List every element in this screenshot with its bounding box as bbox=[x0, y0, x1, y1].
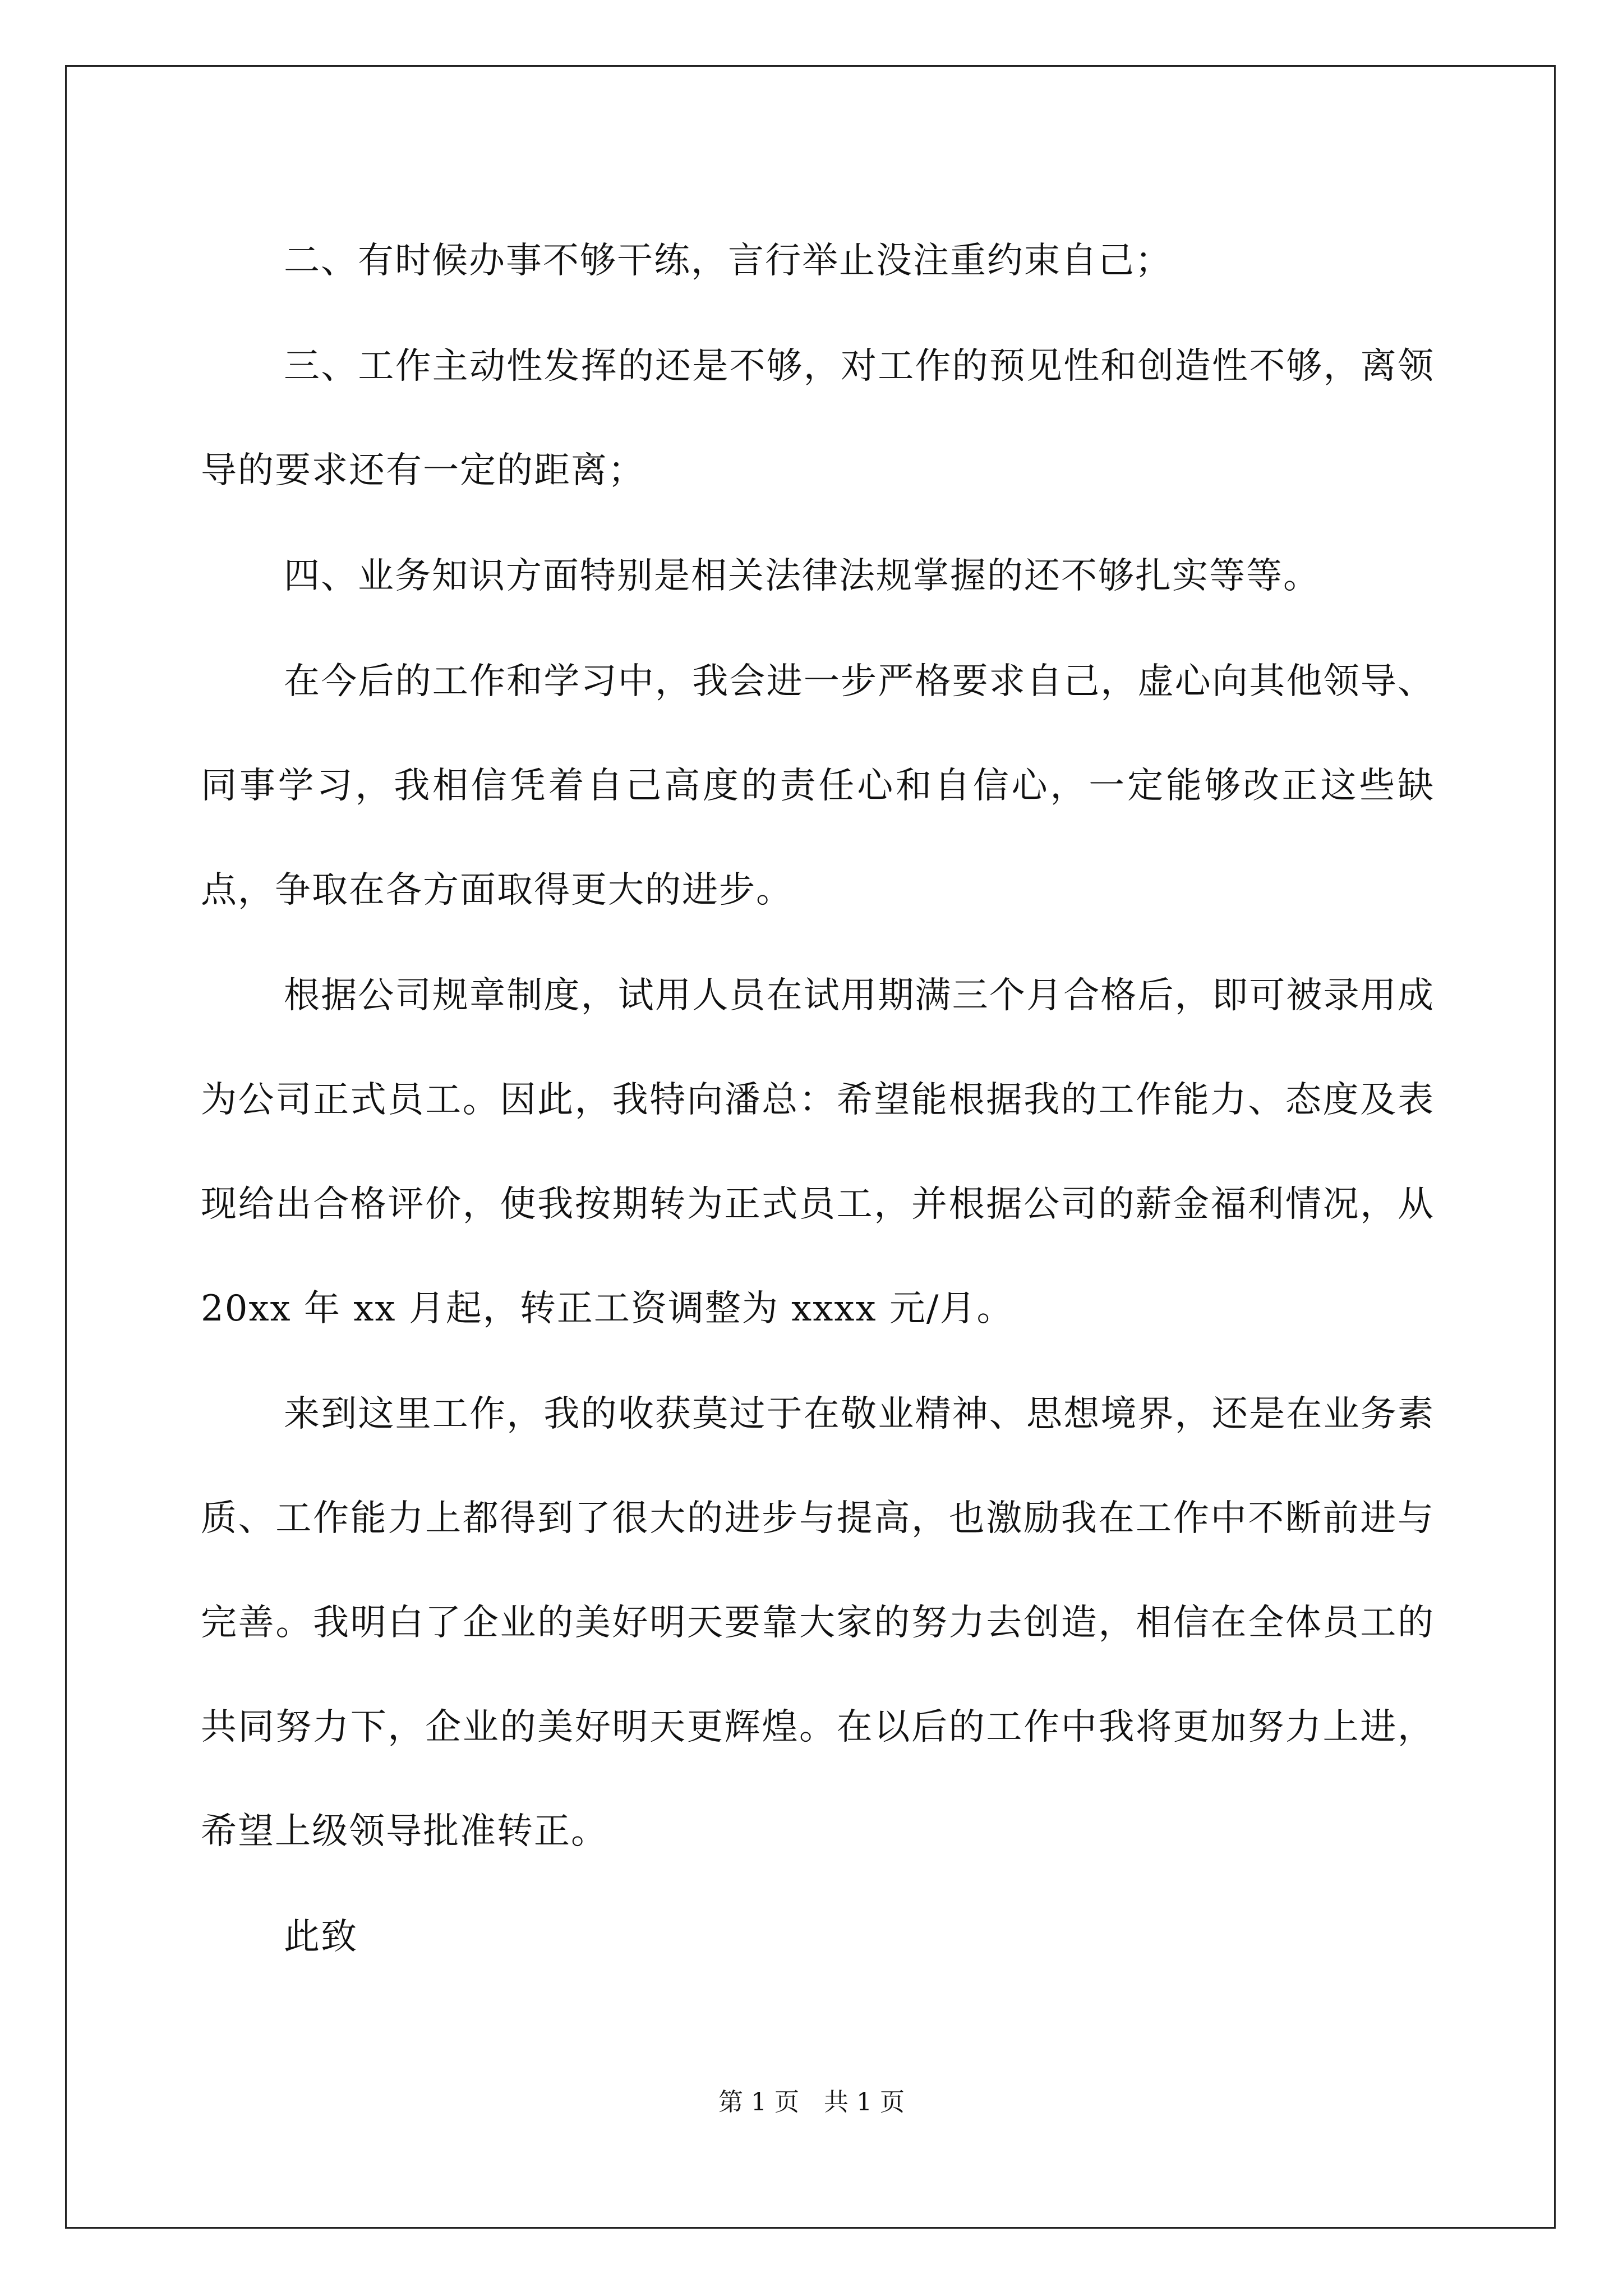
paragraph: 来到这里工作，我的收获莫过于在敬业精神、思想境界，还是在业务素质、工作能力上都得到了很大的进步与提高，也激励我在工作中不断前进与完善。我明白了企业的美好明天要靠大家的努力去创造，相信在全体员工的共同努力下，企业的美好明天更辉煌。在以后的工作中我将更加努力上进，希望上级领导批准转正。 bbox=[201, 1393, 1435, 1852]
closing-salutation: 此致 bbox=[284, 1916, 358, 1958]
paragraph: 二、有时候办事不够干练，言行举止没注重约束自己； bbox=[284, 240, 1172, 282]
paragraph: 四、业务知识方面特别是相关法律法规掌握的还不够扎实等等。 bbox=[284, 555, 1320, 597]
page-number-footer: 第 1 页 共 1 页 bbox=[718, 2088, 905, 2116]
paragraph: 三、工作主动性发挥的还是不够，对工作的预见性和创造性不够，离领导的要求还有一定的距离； bbox=[201, 346, 1435, 491]
document-body bbox=[201, 209, 1435, 1989]
paragraph: 根据公司规章制度，试用人员在试用期满三个月合格后，即可被录用成为公司正式员工。因此，我特向潘总：希望能根据我的工作能力、态度及表现给出合格评价，使我按期转为正式员工，并根据公司的薪金福利情况，从 20xx 年 xx 月起，转正工资调整为 xxxx 元/月。 bbox=[201, 975, 1435, 1329]
paragraph: 在今后的工作和学习中，我会进一步严格要求自己，虚心向其他领导、同事学习，我相信凭着自己高度的责任心和自信心，一定能够改正这些缺点，争取在各方面取得更大的进步。 bbox=[201, 661, 1435, 911]
